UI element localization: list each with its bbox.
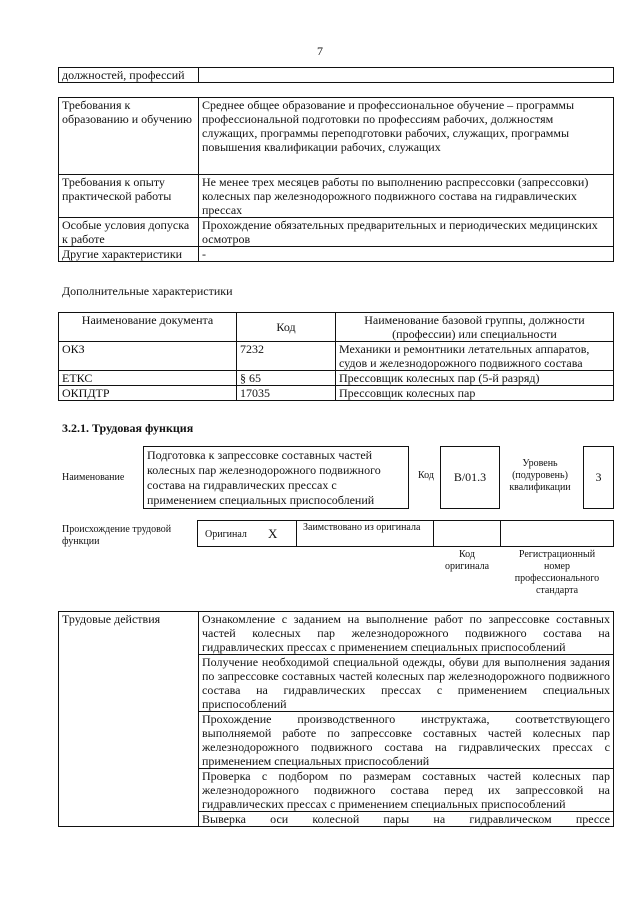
header-document: Наименование документа <box>59 313 237 342</box>
requirement-value: Не менее трех месяцев работы по выполнению распрессовки (запрессовки) колесных пар железнодорожного подвижного состава на гидравлических прессах <box>199 175 614 218</box>
table-row <box>59 386 614 401</box>
name-label: Наименование <box>62 472 125 483</box>
cell-code: 7232 <box>237 342 336 371</box>
reg-number-box <box>500 520 614 547</box>
action-item: Ознакомление с заданием на выполнение работ по запрессовке составных частей колесных пар железнодорожного подвижного состава на гидравлических прессах с применением специальных приспособлений <box>199 612 614 655</box>
actions-table <box>58 611 614 827</box>
cell-code: 17035 <box>237 386 336 401</box>
requirement-label: Особые условия допуска к работе <box>59 218 199 247</box>
table-row <box>59 371 614 386</box>
original-box <box>197 520 297 547</box>
code-label: Код <box>418 470 434 481</box>
requirements-table <box>58 97 614 262</box>
table-header-row <box>59 313 614 342</box>
header-code: Код <box>237 313 336 342</box>
cell-code: § 65 <box>237 371 336 386</box>
level-box <box>583 446 614 509</box>
code-original-label: Код оригинала <box>444 549 490 572</box>
additional-title: Дополнительные характеристики <box>62 284 233 298</box>
table-row <box>59 98 614 175</box>
action-item: Выверка оси колесной пары на гидравлическом прессе <box>199 812 614 827</box>
action-item: Получение необходимой специальной одежды, обуви для выполнения задания по запрессовке составных частей колесных пар железнодорожного подвижного состава на гидравлических прессах с применением специальных приспособлений <box>199 655 614 712</box>
code-box <box>440 446 500 509</box>
requirement-value: Прохождение обязательных предварительных и периодических медицинских осмотров <box>199 218 614 247</box>
borrowed-label: Заимствовано из оригинала <box>303 522 421 533</box>
page-number: 7 <box>317 44 323 58</box>
function-title: 3.2.1. Трудовая функция <box>62 421 194 435</box>
original-label: Оригинал <box>205 529 247 540</box>
origin-label: Происхождение трудовой функции <box>62 524 172 547</box>
level-label: Уровень (подуровень) квалификации <box>509 458 571 493</box>
actions-label: Трудовые действия <box>59 612 199 827</box>
additional-table <box>58 312 614 401</box>
top-row-label: должностей, профессий <box>59 68 199 83</box>
original-mark: X <box>268 526 278 541</box>
table-row <box>59 342 614 371</box>
top-row-table <box>58 67 614 83</box>
function-name: Подготовка к запрессовке составных частей колесных пар железнодорожного подвижного состава на гидравлических прессах с применением специальных приспособлений <box>147 448 381 507</box>
cell-document: ЕТКС <box>59 371 237 386</box>
table-row <box>59 612 614 655</box>
table-row <box>59 247 614 262</box>
reg-number-label: Регистрационный номер профессионального стандарта <box>514 549 600 596</box>
code-value: B/01.3 <box>453 470 487 484</box>
table-row <box>59 175 614 218</box>
level-value: 3 <box>595 470 602 484</box>
requirement-value: Среднее общее образование и профессиональное обучение – программы профессиональной подготовки по профессиям рабочих, должностям служащих, программы переподготовки рабочих, служащих, программы повышения квалификации рабочих, служащих <box>199 98 614 175</box>
action-item: Прохождение производственного инструктажа, соответствующего выполняемой работе по запрессовке составных частей колесных пар железнодорожного подвижного состава на гидравлических прессах с применением специальных приспособлений <box>199 712 614 769</box>
cell-document: ОКПДТР <box>59 386 237 401</box>
top-row-value <box>199 68 614 83</box>
cell-document: ОКЗ <box>59 342 237 371</box>
requirement-label: Требования к опыту практической работы <box>59 175 199 218</box>
cell-group: Прессовщик колесных пар (5-й разряд) <box>336 371 614 386</box>
header-group: Наименование базовой группы, должности (профессии) или специальности <box>336 313 614 342</box>
requirement-label: Другие характеристики <box>59 247 199 262</box>
borrowed-box <box>296 520 434 547</box>
cell-group: Прессовщик колесных пар <box>336 386 614 401</box>
cell-group: Механики и ремонтники летательных аппаратов, судов и железнодорожного подвижного состава <box>336 342 614 371</box>
action-item: Проверка с подбором по размерам составных частей колесных пар железнодорожного подвижного состава перед их запрессовкой на гидравлических прессах с применением специальных приспособлений <box>199 769 614 812</box>
function-name-box <box>143 446 409 509</box>
requirement-value: - <box>199 247 614 262</box>
table-row <box>59 218 614 247</box>
requirement-label: Требования к образованию и обучению <box>59 98 199 175</box>
code-original-box <box>433 520 501 547</box>
